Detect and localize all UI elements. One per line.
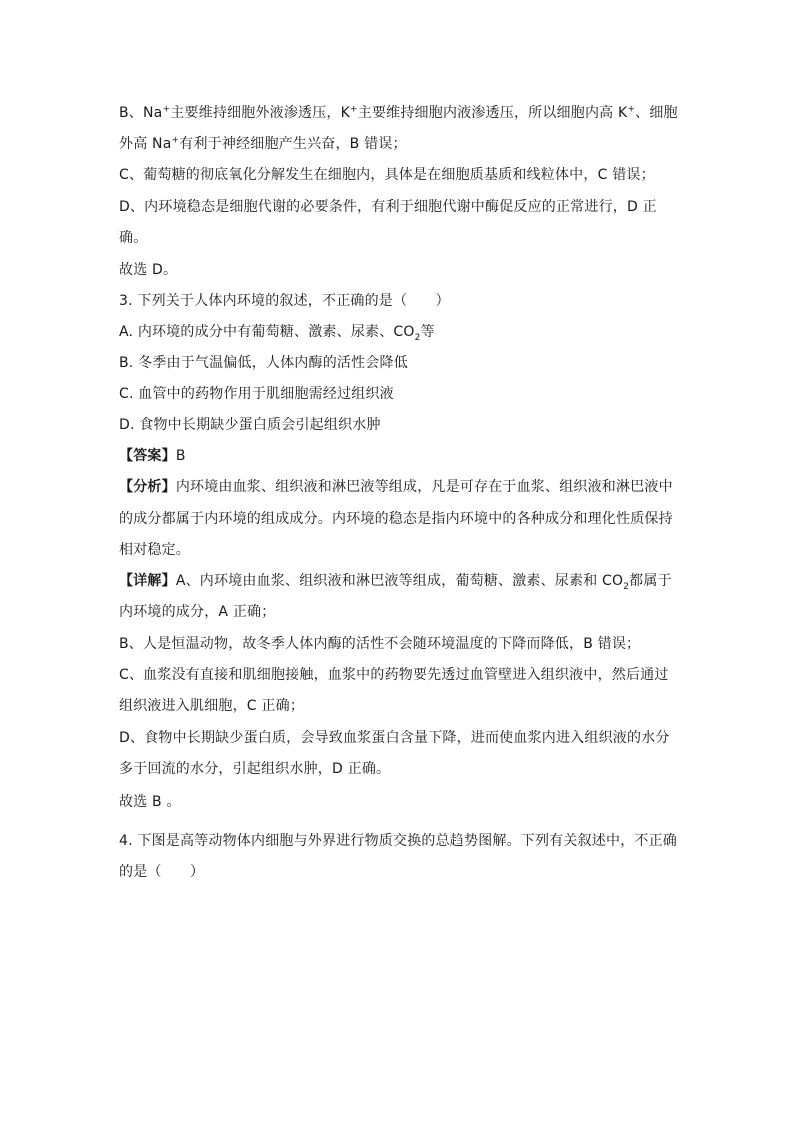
- q2-detail-b-line2: 外高 Na+有利于神经细胞产生兴奋，B 错误；: [119, 135, 407, 152]
- q4-stem-line2: 的是（ ）: [119, 864, 205, 880]
- q3-option-d: D. 食物中长期缺少蛋白质会引起组织水肿: [119, 417, 381, 433]
- q2-detail-d-line2: 确。: [119, 230, 148, 246]
- answer-tag: 【答案】: [119, 448, 176, 464]
- q2-detail-c: C、葡萄糖的彻底氧化分解发生在细胞内，具体是在细胞质基质和线粒体中，C 错误；: [119, 167, 655, 183]
- q3-detail-a-line1: 【详解】A、内环境由血浆、组织液和淋巴液等组成，葡萄糖、激素、尿素和 $CO_2$都属于: [119, 573, 672, 592]
- q3-conclusion: 故选 B 。: [119, 794, 181, 810]
- q2-detail-b-line1: B、Na+主要维持细胞外液渗透压，K+主要维持细胞内液渗透压，所以细胞内高 K+、细胞: [119, 104, 678, 121]
- q3-detail-c-line1: C、血浆没有直接和肌细胞接触，血浆中的药物要先透过血管壁进入组织液中，然后通过: [119, 667, 669, 683]
- q2-detail-d-line1: D、内环境稳态是细胞代谢的必要条件，有利于细胞代谢中酶促反应的正常进行，D 正: [119, 199, 657, 215]
- q3-option-b: B. 冬季由于气温偏低，人体内酶的活性会降低: [119, 355, 408, 371]
- q3-option-a: A. 内环境的成分中有葡萄糖、激素、尿素、$CO_2$等: [119, 324, 435, 343]
- q3-analysis-line2: 的成分都属于内环境的组成成分。内环境的稳态是指内环境中的各种成分和理化性质保持: [119, 511, 673, 527]
- q3-answer: [119, 446, 679, 466]
- q3-detail-d-line2: 多于回流的水分，引起组织水肿，D 正确。: [119, 761, 391, 777]
- q3-detail-c-line2: 组织液进入肌细胞，C 正确；: [119, 698, 305, 714]
- analysis-tag: 【分析】: [119, 479, 176, 495]
- answer-value: B: [175, 448, 186, 464]
- q3-stem: 3. 下列关于人体内环境的叙述，不正确的是（ ）: [119, 293, 450, 309]
- detail-tag: 【详解】: [119, 573, 176, 589]
- q3-detail-d-line1: D、食物中长期缺少蛋白质，会导致血浆蛋白含量下降，进而使血浆内进入组织液的水分: [119, 730, 670, 746]
- q3-detail-b: B、人是恒温动物，故冬季人体内酶的活性不会随环境温度的下降而降低，B 错误；: [119, 636, 641, 652]
- q4-stem-line1: 4. 下图是高等动物体内细胞与外界进行物质交换的总趋势图解。下列有关叙述中，不正确: [119, 833, 678, 849]
- q3-analysis-line1: 【分析】内环境由血浆、组织液和淋巴液等组成，凡是可存在于血浆、组织液和淋巴液中: [119, 479, 673, 495]
- q3-analysis-line3: 相对稳定。: [119, 542, 190, 558]
- q3-detail-a-line2: 内环境的成分，A 正确；: [119, 604, 276, 620]
- q2-conclusion: 故选 D。: [119, 262, 178, 278]
- q3-option-c: C. 血管中的药物作用于肌细胞需经过组织液: [119, 386, 394, 402]
